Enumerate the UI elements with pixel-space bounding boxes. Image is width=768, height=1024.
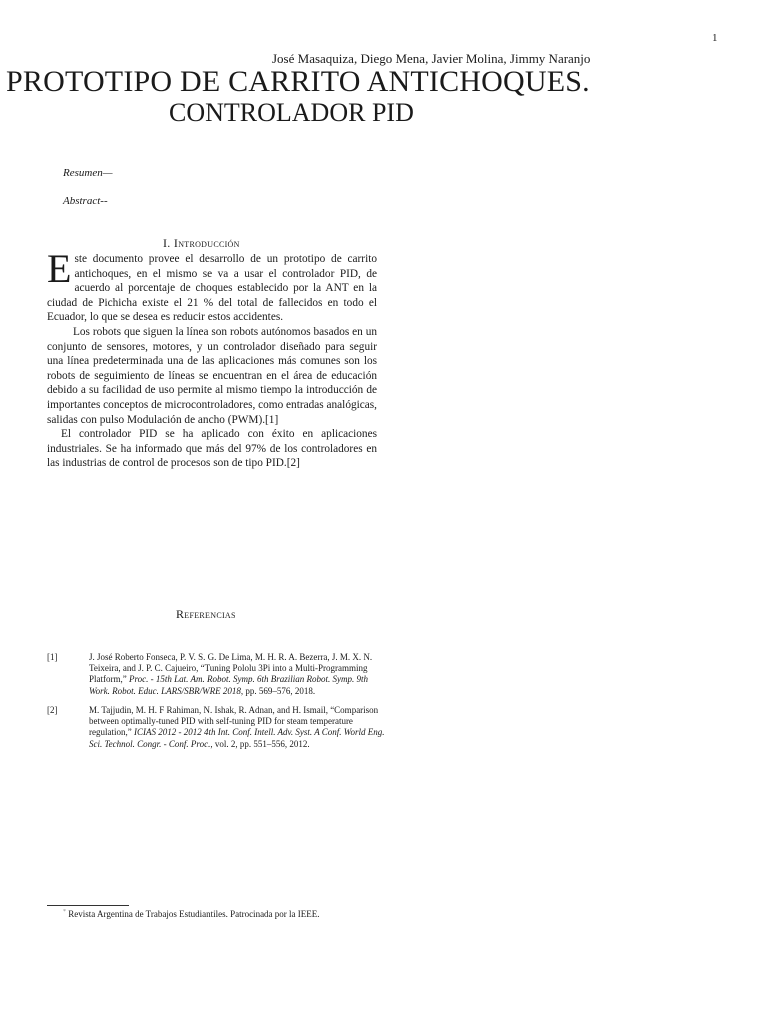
resumen-label: Resumen—: [63, 167, 113, 179]
reference-text: [89, 652, 387, 697]
reference-citation: M. Tajjudin, M. H. F Rahiman, N. Ishak, R. Adnan, and H. Ismail, “Comparison between optimally-tuned PID with self-tuning PID for steam temperature regulation,”: [89, 705, 379, 738]
paragraph-1-text: ste documento provee el desarrollo de un prototipo de carrito antichoques, en el mismo se va a usar el controlador PID, de acuerdo al porcentaje de choques establecido por la ANT en la ciudad de Pichicha existe el 21 % del total de fallecidos en todo el Ecuador, lo que se desea es reducir estos accidentes.: [47, 253, 377, 324]
footnote-divider: [47, 905, 129, 906]
reference-venue: ICIAS 2012 - 2012 4th Int. Conf. Intell. Adv. Syst. A Conf. World Eng. Sci. Technol. Congr. - Conf. Proc.: [89, 727, 385, 749]
abstract-label: Abstract--: [63, 195, 108, 207]
reference-number: [2]: [47, 705, 58, 715]
introduction-heading: I. Introducción: [163, 236, 240, 250]
author-list: José Masaquiza, Diego Mena, Javier Molina, Jimmy Naranjo: [272, 51, 591, 66]
introduction-paragraph-1: [47, 246, 377, 325]
footnote-mark: *: [63, 909, 66, 915]
drop-cap: E: [47, 246, 72, 291]
paper-title-line-1: PROTOTIPO DE CARRITO ANTICHOQUES.: [6, 65, 590, 98]
reference-number: [1]: [47, 652, 58, 662]
reference-citation: J. José Roberto Fonseca, P. V. S. G. De Lima, M. H. R. A. Bezerra, J. M. X. N. Teixeira, and J. P. C. Cajueiro, “Tuning Pololu 3Pi into a Multi-Programming Platform,”: [89, 652, 373, 685]
reference-pages: , vol. 2, pp. 551–556, 2012.: [210, 738, 310, 749]
introduction-paragraph-2: Los robots que siguen la línea son robots autónomos basados en un conjunto de sensores, motores, y un controlador diseñado para seguir una línea predeterminada una de las aplicaciones más comunes son los robots de seguimiento de líneas se encuentran en el área de educación debido a su facilidad de uso permite al mismo tiempo la introducción de importantes conceptos de microcontroladores, como entradas analógicas, salidas con pulso Modulación de ancho (PWM).[1]: [47, 325, 378, 426]
footnote: [63, 909, 320, 919]
reference-text: [89, 705, 387, 750]
footnote-text: Revista Argentina de Trabajos Estudiantiles. Patrocinada por la IEEE.: [68, 909, 320, 919]
references-heading: Referencias: [176, 607, 236, 621]
paper-title-line-2: CONTROLADOR PID: [169, 98, 414, 127]
reference-venue: Proc. - 15th Lat. Am. Robot. Symp. 6th Brazilian Robot. Symp. 9th Work. Robot. Educ. LARS/SBR/WRE 2018: [89, 674, 368, 696]
reference-pages: , pp. 569–576, 2018.: [240, 685, 316, 696]
introduction-body: [47, 246, 378, 471]
introduction-paragraph-3: El controlador PID se ha aplicado con éxito en aplicaciones industriales. Se ha informado que más del 97% de los controladores en las industrias de control de procesos son de tipo PID.[2]: [47, 428, 377, 470]
page-number: 1: [712, 32, 718, 44]
